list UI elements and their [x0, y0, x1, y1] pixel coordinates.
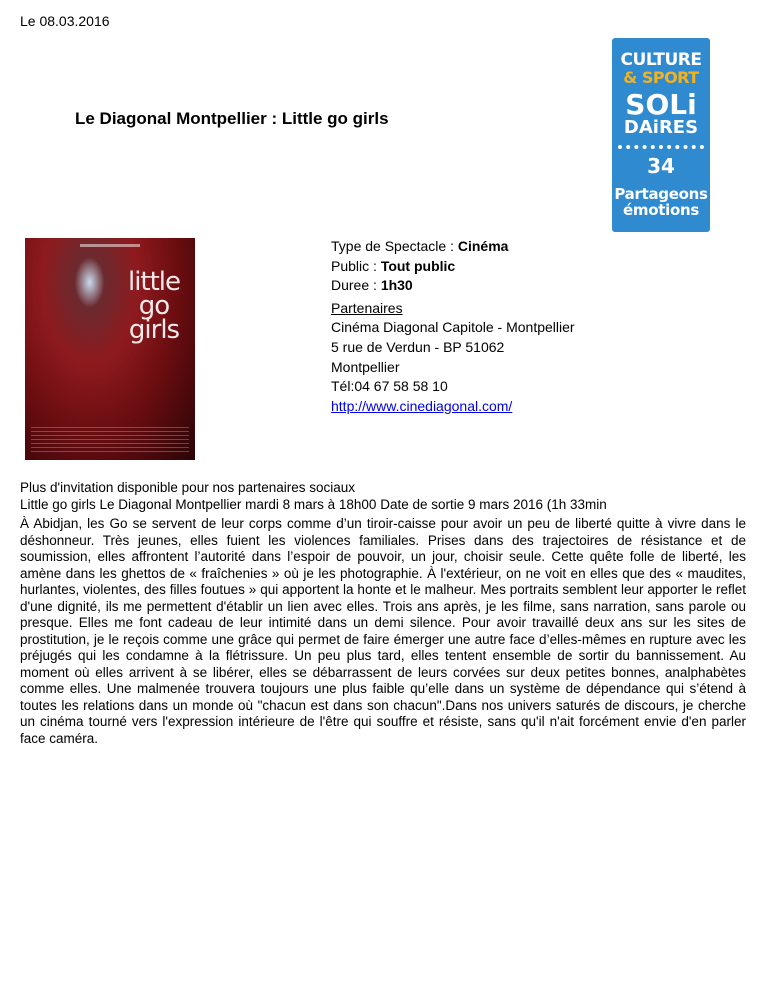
- type-label: Type de Spectacle :: [331, 238, 458, 254]
- logo-line-34: 34: [647, 154, 675, 178]
- partners-heading: Partenaires: [331, 299, 403, 316]
- invitation-notice: Plus d'invitation disponible pour nos partenaires sociaux: [20, 480, 356, 495]
- screening-schedule: Little go girls Le Diagonal Montpellier mardi 8 mars à 18h00 Date de sortie 9 mars 2016 (1h 33min: [20, 496, 607, 512]
- page-title: Le Diagonal Montpellier : Little go girls: [75, 109, 389, 128]
- type-value: Cinéma: [457, 238, 509, 254]
- document-date: Le 08.03.2016: [20, 13, 110, 29]
- film-description: À Abidjan, les Go se servent de leur corps comme d’un tiroir-caisse pour avoir un peu de liberté quitte à vivre dans le déshonneur. Très jeunes, elles fuient les violences familiales. Prises dans des trajectoires de résistance et de soumission, elles affrontent l’autorité dans l’espoir de pouvoir, un jour, choisir seule. Cette quête folle de liberté, les amène dans les ghettos de « fraîchenies » où je les photographie. À l'extérieur, on ne voit en elles que des « maudites, hurlantes, violentes, des filles foutues » qui apportent la honte et le malheur. Mes portraits semblent leur apporter le reflet d'une dignité, ils me permettent d'établir un lien avec elles. Trois ans après, je les filme, sans narration, sans parole ou presque. Elles me font cadeau de leur intimité dans un demi silence. Pour avoir travaillé deux ans sur les sites de prostitution, je le reçois comme une grâce qui permet de faire émerger une autre face d’elles-mêmes en rupture avec les préjugés qui les condamne à la flétrissure. Un peu plus tard, elles tentent ensemble de sortir du bannissement. Au moment où elles arrivent à se libérer, elles se débarrassent de leurs corvées sur deux petites bonnes, analphabètes comme elles. Une malmenée trouvera toujours une plus faible qu’elle dans un système de dépendance qui s’étend à toutes les relations dans un monde où "chacun est dans son chacun".Dans nos univers saturés de discours, je cherche un cinéma tourné vers l'expression intérieure de l'être qui souffre et résiste, sans qu'il n'ait forcément envie d'en parler face caméra.: [20, 516, 746, 746]
- logo-line-partageons: Partageons: [614, 185, 708, 203]
- public-value: Tout public: [380, 257, 456, 274]
- partner-name: Cinéma Diagonal Capitole - Montpellier: [331, 319, 575, 336]
- duree-row: [331, 276, 575, 296]
- event-info: [331, 237, 575, 416]
- poster-title: little go girls: [127, 267, 181, 345]
- culture-sport-solidaires-logo: [612, 38, 710, 232]
- partner-city: Montpellier: [331, 358, 400, 375]
- logo-dotted-divider: [618, 145, 704, 149]
- article-body: [20, 480, 746, 747]
- logo-line-soli: SOLi: [625, 88, 697, 121]
- type-row: [331, 237, 575, 257]
- movie-poster-image: [25, 238, 195, 460]
- logo-line-culture: CULTURE: [620, 50, 702, 70]
- duree-value: 1h30: [380, 277, 413, 294]
- poster-top-credit: [80, 244, 140, 247]
- public-row: [331, 257, 575, 277]
- duree-label: Duree :: [331, 277, 381, 294]
- partner-website-link[interactable]: http://www.cinediagonal.com/: [331, 397, 513, 414]
- poster-credits-block: [31, 426, 189, 452]
- logo-line-daires: DAiRES: [623, 117, 699, 138]
- public-label: Public :: [331, 257, 381, 274]
- partner-address: 5 rue de Verdun - BP 51062: [331, 338, 505, 355]
- logo-line-emotions: émotions: [623, 201, 699, 219]
- partner-phone: Tél:04 67 58 58 10: [331, 378, 448, 395]
- logo-line-sport: & SPORT: [623, 68, 699, 87]
